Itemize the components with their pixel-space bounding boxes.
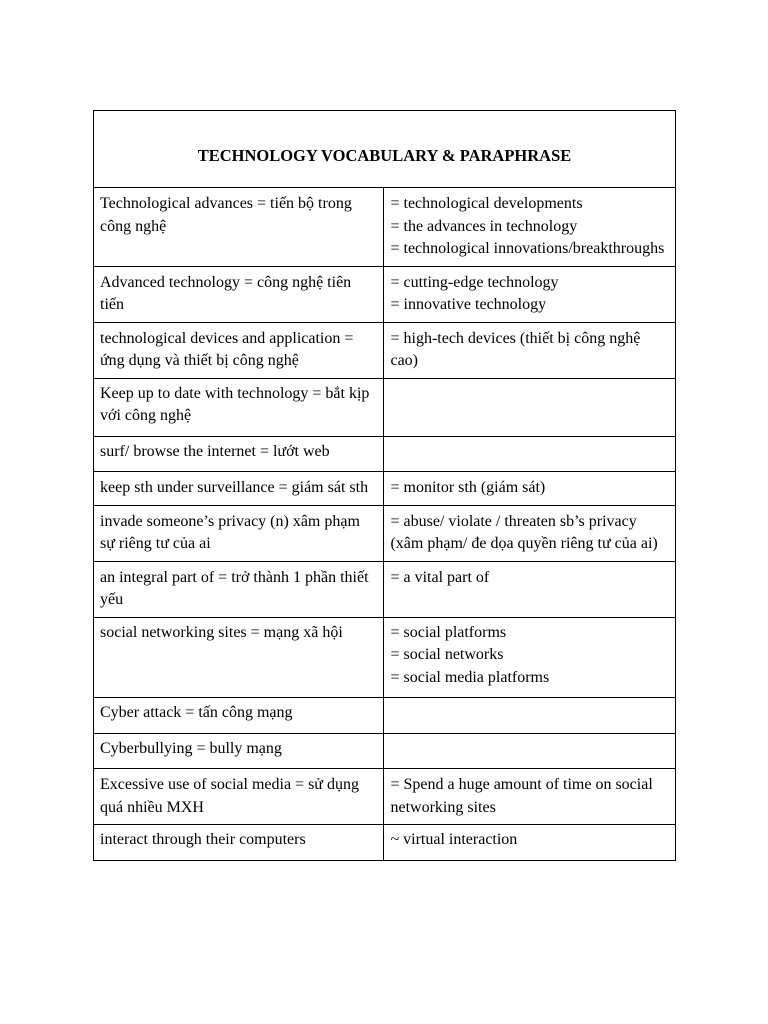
paraphrase-cell bbox=[384, 322, 676, 378]
table-title: TECHNOLOGY VOCABULARY & PARAPHRASE bbox=[94, 111, 676, 188]
term-cell: social networking sites = mạng xã hội bbox=[94, 617, 384, 698]
term-cell: Keep up to date with technology = bắt kịp với công nghệ bbox=[94, 378, 384, 436]
term-cell: technological devices and application = ứng dụng và thiết bị công nghệ bbox=[94, 322, 384, 378]
paraphrase-line: = monitor sth (giám sát) bbox=[390, 479, 546, 496]
table-row bbox=[94, 698, 676, 734]
paraphrase-line: = social platforms bbox=[390, 623, 507, 641]
paraphrase-line: = social networks bbox=[390, 646, 504, 663]
term-cell: keep sth under surveillance = giám sát sth bbox=[94, 472, 384, 506]
term-cell: invade someone’s privacy (n) xâm phạm sự riêng tư của ai bbox=[94, 505, 384, 561]
paraphrase-line: = high-tech devices (thiết bị công nghệ cao) bbox=[390, 329, 641, 369]
paraphrase-line: = technological innovations/breakthroughs bbox=[390, 240, 665, 257]
table-row bbox=[94, 825, 676, 861]
term-cell: Technological advances = tiến bộ trong công nghệ bbox=[94, 188, 384, 267]
paraphrase-cell bbox=[384, 769, 676, 825]
paraphrase-line: ~ virtual interaction bbox=[390, 831, 518, 848]
paraphrase-cell bbox=[384, 505, 676, 561]
paraphrase-cell bbox=[384, 378, 676, 436]
table-row bbox=[94, 378, 676, 436]
paraphrase-line: = cutting-edge technology bbox=[390, 273, 559, 291]
paraphrase-cell bbox=[384, 266, 676, 322]
term-cell: Cyber attack = tấn công mạng bbox=[94, 698, 384, 734]
paraphrase-line: = Spend a huge amount of time on social networking sites bbox=[390, 776, 653, 816]
table-row bbox=[94, 769, 676, 825]
table-row bbox=[94, 266, 676, 322]
table-title-row bbox=[94, 111, 676, 188]
table-row bbox=[94, 733, 676, 769]
paraphrase-cell bbox=[384, 825, 676, 861]
table-row bbox=[94, 472, 676, 506]
term-cell: an integral part of = trở thành 1 phần thiết yếu bbox=[94, 561, 384, 617]
vocabulary-table bbox=[93, 110, 676, 861]
paraphrase-cell bbox=[384, 733, 676, 769]
table-row bbox=[94, 322, 676, 378]
paraphrase-cell bbox=[384, 698, 676, 734]
paraphrase-cell bbox=[384, 436, 676, 472]
table-row bbox=[94, 188, 676, 267]
term-cell: interact through their computers bbox=[94, 825, 384, 861]
term-cell: Excessive use of social media = sử dụng quá nhiều MXH bbox=[94, 769, 384, 825]
vocabulary-rows bbox=[94, 188, 676, 861]
table-row bbox=[94, 617, 676, 698]
paraphrase-line: = innovative technology bbox=[390, 296, 547, 313]
term-cell: surf/ browse the internet = lướt web bbox=[94, 436, 384, 472]
paraphrase-cell bbox=[384, 561, 676, 617]
table-row bbox=[94, 505, 676, 561]
paraphrase-line: = the advances in technology bbox=[390, 217, 578, 235]
paraphrase-line: = social media platforms bbox=[390, 668, 550, 686]
table-row bbox=[94, 436, 676, 472]
paraphrase-line: = abuse/ violate / threaten sb’s privacy (xâm phạm/ đe dọa quyền riêng tư của ai) bbox=[390, 512, 658, 552]
term-cell: Advanced technology = công nghệ tiên tiến bbox=[94, 266, 384, 322]
paraphrase-cell bbox=[384, 472, 676, 506]
paraphrase-cell bbox=[384, 188, 676, 267]
term-cell: Cyberbullying = bully mạng bbox=[94, 733, 384, 769]
paraphrase-line: = technological developments bbox=[390, 195, 583, 212]
table-row bbox=[94, 561, 676, 617]
paraphrase-line: = a vital part of bbox=[390, 568, 490, 586]
paraphrase-cell bbox=[384, 617, 676, 698]
